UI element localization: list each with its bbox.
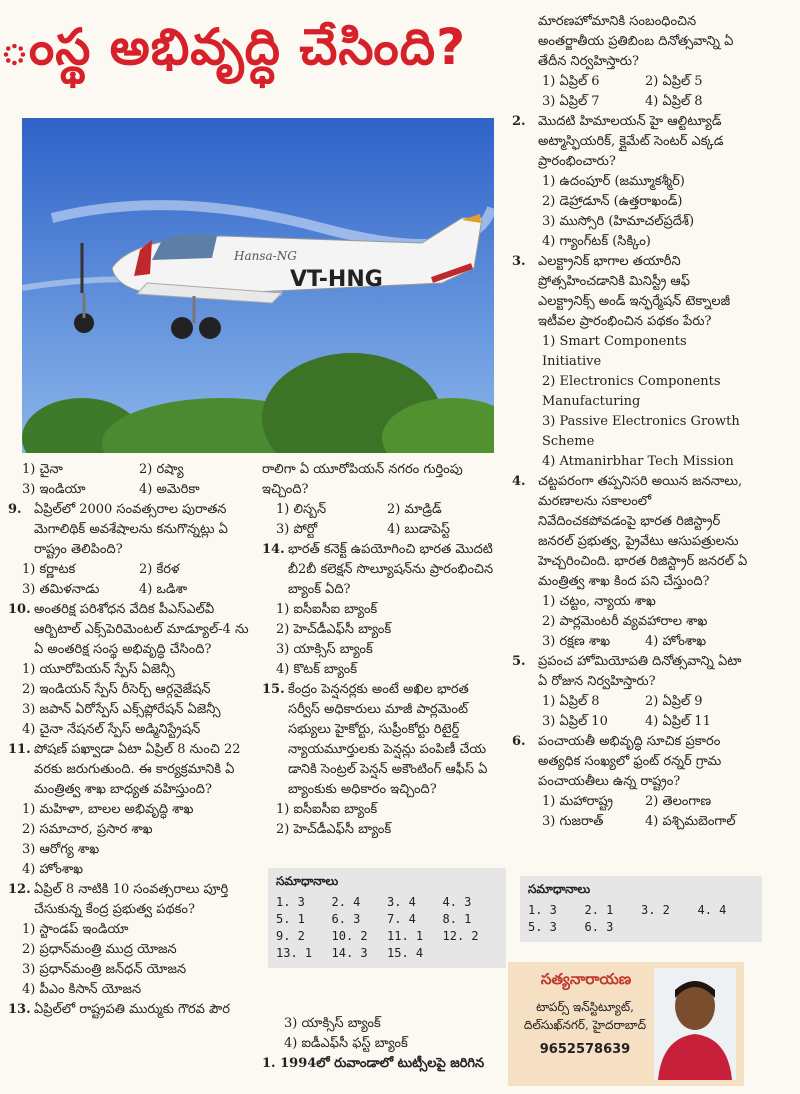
q14-option-4: 4) కొటక్ బ్యాంక్ [276,662,358,677]
q2-option-1: 1) ఉదంపూర్ (జమ్మూకశ్మీర్) [542,174,685,189]
question-1-continued: మారణహోమానికి సంబంధించిన అంతర్జాతీయ ప్రతిబింబ దినోత్సవాన్ని ఏ తేదీన నిర్వహిస్తారు? [538,14,734,69]
question-6: 6. పంచాయతీ అభివృద్ధి సూచిక ప్రకారం అత్యధిక సంఖ్యలో ఫ్రంట్ రన్నర్ గ్రామ పంచాయతీలు ఉన్న రాష్ట్రం? [512,734,722,789]
q3-option-1: 1) Smart Components Initiative [542,334,687,369]
q5-option-1: 1) ఏప్రిల్ 8 [542,694,600,709]
q3-option-2: 2) Electronics Components Manufacturing [542,374,721,409]
q13-option-3: 3) పోర్టో [276,522,318,537]
question-4: 4. చట్టపరంగా తప్పనిసరి అయిన జననాలు, మరణాలను సకాలంలో నివేదించకపోవడంపై భారత రిజిస్ట్రార్ జనరల్ ప్రభుత్వ, ప్రైవేటు ఆసుపత్రులను హెచ్చరించింది. భారత రిజిస్ట్రార్ జనరల్ ఏ మంత్రిత్వ శాఖ కింద పని చేస్తుంది? [512,474,748,589]
next-question-1: 1. 1994లో రువాండాలో టుట్సీలపై జరిగిన [262,1056,485,1071]
q6-option-2: 2) తెలంగాణ [645,794,712,809]
answer-cell: 14. 3 [331,946,368,960]
q12-option-2: 2) ప్రధాన్‌మంత్రి ముద్ర యోజన [22,942,177,957]
q12-option-3: 3) ప్రధాన్‌మంత్రి జన్‌ధన్ యోజన [22,962,187,977]
q6-option-4: 4) పశ్చిమబెంగాల్ [645,814,736,829]
question-13: 13. ఏప్రిల్‌లో రాష్ట్రపతి ముర్ముకు గౌరవ పౌర [8,1002,230,1017]
column-2-bottom [262,1014,500,1074]
q10-option-3: 3) జపాన్ ఏరోస్పేస్ ఎక్స్‌ప్లోరేషన్ ఏజెన్సీ [22,702,221,717]
q15-option-4: 4) ఐడీఎఫ్‌సీ ఫస్ట్ బ్యాంక్ [284,1036,408,1051]
question-12: 12. ఏప్రిల్ 8 నాటికి 10 సంవత్సరాలు పూర్తి చేసుకున్న కేంద్ర ప్రభుత్వ పథకం? [8,882,229,917]
answer-cell: 9. 2 [276,929,305,943]
answers-box-1 [268,868,506,968]
headline: ంస్థ అభివృద్ధి చేసింది? [0,18,467,76]
question-15: 15. కేంద్రం పెన్షనర్లకు అంటే అఖిల భారత సర్వీస్ అధికారులు మాజీ పార్లమెంట్ సభ్యులు హైకోర్టు, సుప్రీంకోర్టు రిటైర్డ్ న్యాయమూర్తులకు పెన్షన్లు పంపిణీ చేయ డానికి సెంట్రల్ పెన్షన్ అకౌంటింగ్ ఆఫీస్ ఏ బ్యాంకుకు అధికారం ఇచ్చింది? [262,682,488,797]
answer-cell: 7. 4 [387,912,416,926]
answer-cell: 6. 3 [331,912,361,926]
answer-cell: 1. 3 [276,895,305,909]
q11-option-4: 4) హోంశాఖ [22,862,84,877]
answer-cell: 2. 4 [331,895,361,909]
q8-option-1: 1) చైనా [22,462,63,477]
q11-option-3: 3) ఆరోగ్య శాఖ [22,842,100,857]
q13-option-2: 2) మాడ్రిడ్ [387,502,442,517]
q2-option-4: 4) గ్యాంగ్‌టక్ (సిక్కిం) [542,234,651,249]
q1-option-3: 3) ఏప్రిల్ 7 [542,94,600,109]
q1-option-4: 4) ఏప్రిల్ 8 [645,94,703,109]
q6-option-1: 1) మహారాష్ట్ర [542,794,613,809]
q6-option-3: 3) గుజరాత్ [542,814,604,829]
q8-option-4: 4) అమెరికా [139,482,200,497]
answers-title: సమాధానాలు [528,882,591,896]
author-card [508,962,744,1086]
q15-option-2: 2) హెచ్‌డీఎఫ్‌సీ బ్యాంక్ [276,822,392,837]
answer-cell: 5. 1 [276,912,305,926]
q8-option-2: 2) రష్యా [139,462,184,477]
answer-cell: 12. 2 [442,929,479,943]
q5-option-4: 4) ఏప్రిల్ 11 [645,714,711,729]
question-3: 3. ఎలక్ట్రానిక్ భాగాల తయారీని ప్రోత్సహించడానికి మినిస్ట్రీ ఆఫ్ ఎలక్ట్రానిక్స్ అండ్ ఇన్ఫర్మేషన్ టెక్నాలజీ ఇటీవల ప్రారంభించిన పథకం పేరు? [512,254,731,329]
q2-option-3: 3) ముస్సోరి (హిమాచల్‌ప్రదేశ్) [542,214,695,229]
q15-option-3: 3) యాక్సిస్ బ్యాంక్ [284,1016,381,1031]
q13-option-4: 4) బుడాపెస్ట్ [387,522,451,537]
answers-title: సమాధానాలు [276,874,339,888]
column-3 [512,12,748,832]
answer-cell: 4. 4 [697,903,727,917]
answer-cell: 13. 1 [276,946,313,960]
q13-option-1: 1) లిస్బన్ [276,502,327,517]
q10-option-4: 4) చైనా నేషనల్ స్పేస్ అడ్మినిస్ట్రేషన్ [22,722,201,737]
answer-cell: 10. 2 [331,929,368,943]
aircraft-photo [22,118,494,453]
q4-option-2: 2) పార్లమెంటరీ వ్యవహారాల శాఖ [542,614,708,629]
question-14: 14. భారత్ కనెక్ట్ ఉపయోగించి భారత మొదటి బీ2బీ కలెక్షన్ సొల్యూషన్‌ను ప్రారంభించిన బ్యాంక్ ఏది? [262,542,494,597]
answer-cell: 5. 3 [528,920,557,934]
answer-cell: 6. 3 [584,920,614,934]
question-5: 5. ప్రపంచ హోమియోపతి దినోత్సవాన్ని ఏటా ఏ రోజున నిర్వహిస్తారు? [512,654,742,689]
author-phone: 9652578639 [539,1042,631,1057]
answer-cell: 1. 3 [528,903,557,917]
q9-option-4: 4) ఒడిశా [139,582,188,597]
q3-option-3: 3) Passive Electronics Growth Scheme [542,414,740,449]
question-11: 11. పోషణ్ పఖ్వాడా ఏటా ఏప్రిల్ 8 నుంచి 22 వరకు జరుగుతుంది. ఈ కార్యక్రమానికి ఏ మంత్రిత్వ శాఖ బాధ్యత వహిస్తుంది? [8,742,241,797]
q4-option-3: 3) రక్షణ శాఖ [542,634,611,649]
q9-option-2: 2) కేరళ [139,562,180,577]
q4-option-1: 1) చట్టం, న్యాయ శాఖ [542,594,656,609]
q5-option-3: 3) ఏప్రిల్ 10 [542,714,608,729]
q15-option-1: 1) ఐసీఐసీఐ బ్యాంక్ [276,802,378,817]
q14-option-3: 3) యాక్సిస్ బ్యాంక్ [276,642,373,657]
q3-option-4: 4) Atmanirbhar Tech Mission [542,454,734,469]
q14-option-2: 2) హెచ్‌డీఎఫ్‌సీ బ్యాంక్ [276,622,392,637]
question-9: 9. ఏప్రిల్‌లో 2000 సంవత్సరాల పురాతన మెగాలిథిక్ అవశేషాలను కనుగొన్నట్లు ఏ రాష్ట్రం తెలిపింది? [8,502,228,557]
author-institute: టాపర్స్ ఇన్‌స్టిట్యూట్, దిల్‌సుఖ్‌నగర్, హైదరాబాద్ [523,1000,647,1032]
aircraft-registration: VT-HNG [290,267,383,292]
q9-option-1: 1) కర్ణాటక [22,562,76,577]
column-1 [8,460,256,1020]
author-name: సత్యనారాయణ [540,970,632,988]
answer-cell: 3. 2 [641,903,670,917]
q9-option-3: 3) తమిళనాడు [22,582,100,597]
q10-option-2: 2) ఇండియన్ స్పేస్ రీసెర్చ్ ఆర్గనైజేషన్ [22,682,211,697]
question-2: 2. మొదటి హిమాలయన్ హై ఆల్టిట్యూడ్ అట్మాస్ఫియరిక్, క్లైమేట్ సెంటర్ ఎక్కడ ప్రారంభించారు? [512,114,724,169]
author-portrait [654,968,736,1080]
answer-cell: 8. 1 [442,912,472,926]
q1-option-1: 1) ఏప్రిల్ 6 [542,74,600,89]
question-13-continued: రాలిగా ఏ యూరోపియన్ నగరం గుర్తింపు ఇచ్చింది? [262,462,463,497]
answer-cell: 3. 4 [387,895,416,909]
answers-box-2 [520,876,762,942]
q10-option-1: 1) యూరోపియన్ స్పేస్ ఏజెన్సీ [22,662,175,677]
answer-cell: 4. 3 [442,895,472,909]
question-10: 10. అంతరిక్ష పరిశోధన వేదిక పీఎస్ఎల్‌వీ ఆర్బిటాల్ ఎక్స్‌పెరిమెంటల్ మాడ్యూల్-4 ను ఏ అంతరిక్ష సంస్థ అభివృద్ధి చేసింది? [8,602,249,657]
q14-option-1: 1) ఐసీఐసీఐ బ్యాంక్ [276,602,378,617]
q8-option-3: 3) ఇండియా [22,482,86,497]
column-2 [262,460,498,840]
q12-option-1: 1) స్టాండప్ ఇండియా [22,922,129,937]
q4-option-4: 4) హోంశాఖ [645,634,707,649]
aircraft-model-mark: Hansa-NG [234,249,297,263]
answer-cell: 15. 4 [387,946,424,960]
q11-option-1: 1) మహిళా, బాలల అభివృద్ధి శాఖ [22,802,194,817]
q11-option-2: 2) సమాచార, ప్రసార శాఖ [22,822,153,837]
answer-cell: 2. 1 [584,903,614,917]
q1-option-2: 2) ఏప్రిల్ 5 [645,74,703,89]
q2-option-2: 2) డెహ్రాడూన్ (ఉత్తరాఖండ్) [542,194,683,209]
q12-option-4: 4) పీఎం కిసాన్ యోజన [22,982,142,997]
q5-option-2: 2) ఏప్రిల్ 9 [645,694,703,709]
answer-cell: 11. 1 [387,929,424,943]
